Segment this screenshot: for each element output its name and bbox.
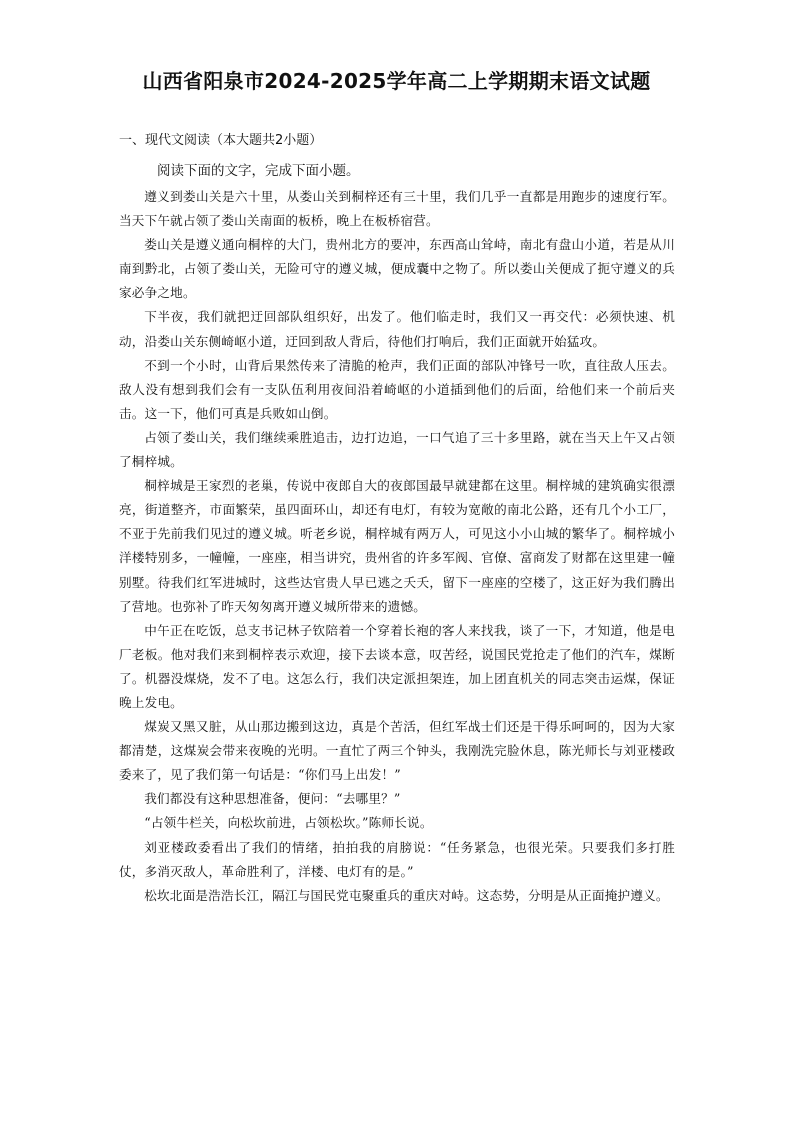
passage-paragraph: 松坎北面是浩浩长江，隔江与国民党屯聚重兵的重庆对峙。这态势，分明是从正面掩护遵义。 — [144, 887, 669, 903]
passage-paragraph: 我们都没有这种思想准备，便问：“去哪里？” — [144, 791, 401, 807]
reading-instruction: 阅读下面的文字，完成下面小题。 — [157, 163, 360, 179]
passage-paragraph: 刘亚楼政委看出了我们的情绪，拍拍我的肩膀说：“任务紧急，也很光荣。只要我们多打胜仗，多消灭敌人，革命胜利了，洋楼、电灯有的是。” — [119, 839, 675, 879]
passage-paragraph: 中午正在吃饭，总支书记林子钦陪着一个穿着长袍的客人来找我，谈了一下，才知道，他是电厂老板。他对我们来到桐梓表示欢迎，接下去谈本意，叹苦经，说国民党抢走了他们的汽车，煤断了。机器没煤烧，发不了电。这怎么行，我们决定派担架连，加上团直机关的同志突击运煤，保证晚上发电。 — [119, 622, 675, 710]
document-title: 山西省阳泉市2024-2025学年高二上学期期末语文试题 — [142, 69, 651, 93]
passage-paragraph: 桐梓城是王家烈的老巢，传说中夜郎自大的夜郎国最早就建都在这里。桐梓城的建筑确实很漂亮，街道整齐，市面繁荣，虽四面环山，却还有电灯，有较为宽敞的南北公路，还有几个小工厂，不亚于先前我们见过的遵义城。听老乡说，桐梓城有两万人，可见这小小山城的繁华了。桐梓城小洋楼特别多，一幢幢，一座座，相当讲究，贵州省的许多军阀、官僚、富商发了财都在这里建一幢别墅。待我们红军进城时，这些达官贵人早已逃之夭夭，留下一座座的空楼了，这正好为我们腾出了营地。也弥补了昨天匆匆离开遵义城所带来的遗憾。 — [119, 478, 675, 614]
reading-passage — [119, 185, 675, 908]
passage-paragraph: 占领了娄山关，我们继续乘胜追击，边打边追，一口气追了三十多里路，就在当天上午又占领了桐梓城。 — [119, 429, 675, 470]
passage-paragraph: 遵义到娄山关是六十里，从娄山关到桐梓还有三十里，我们几乎一直都是用跑步的速度行军。当天下午就占领了娄山关南面的板桥，晚上在板桥宿营。 — [119, 189, 675, 229]
passage-paragraph: 不到一个小时，山背后果然传来了清脆的枪声，我们正面的部队冲锋号一吹，直往敌人压去。敌人没有想到我们会有一支队伍利用夜间沿着崎岖的小道插到他们的后面，给他们来一个前后夹击。这一下，他们可真是兵败如山倒。 — [119, 357, 675, 421]
passage-paragraph: 下半夜，我们就把迂回部队组织好，出发了。他们临走时，我们又一再交代：必须快速、机动，沿娄山关东侧崎岖小道，迂回到敌人背后，待他们打响后，我们正面就开始猛攻。 — [119, 309, 675, 349]
passage-paragraph: 娄山关是遵义通向桐梓的大门，贵州北方的要冲，东西高山耸峙，南北有盘山小道，若是从川南到黔北，占领了娄山关，无险可守的遵义城，便成囊中之物了。所以娄山关便成了扼守遵义的兵家必争之地。 — [119, 237, 675, 301]
passage-paragraph: “占领牛栏关，向松坎前进，占领松坎。”陈师长说。 — [144, 815, 433, 831]
section-heading: 一、现代文阅读（本大题共2小题） — [119, 133, 323, 148]
passage-paragraph: 煤炭又黑又脏，从山那边搬到这边，真是个苦活，但红军战士们还是干得乐呵呵的，因为大家都清楚，这煤炭会带来夜晚的光明。一直忙了两三个钟头，我刚洗完脸休息，陈光师长与刘亚楼政委来了，见了我们第一句话是：“你们马上出发！” — [119, 719, 675, 783]
